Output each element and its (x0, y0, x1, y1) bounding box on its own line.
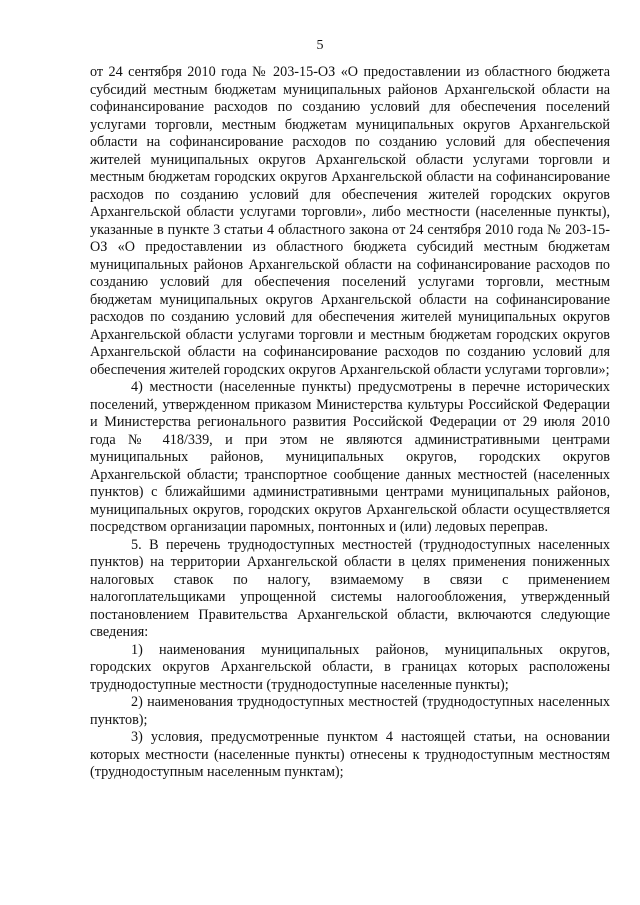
paragraph-continuation: от 24 сентября 2010 года № 203-15-ОЗ «О предоставлении из областного бюджета субсидий местным бюджетам муниципальных районов Архангельской области на софинансирование расходов по созданию условий для обеспечения поселений услугами торговли, местным бюджетам муниципальных округов Архангельской области на софинансирование расходов по созданию условий для обеспечения жителей муниципальных округов Архангельской области услугами торговли и местным бюджетам городских округов Архангельской области на софинансирование расходов по созданию условий для обеспечения жителей городских округов Архангельской области услугами торговли», либо местности (населенные пункты), указанные в пункте 3 статьи 4 областного закона от 24 сентября 2010 года № 203-15-ОЗ «О предоставлении из областного бюджета субсидий местным бюджетам муниципальных районов Архангельской области на софинансирование расходов по созданию условий для обеспечения поселений услугами торговли, местным бюджетам муниципальных округов Архангельской области на софинансирование расходов по созданию условий для обеспечения жителей муниципальных округов Архангельской области услугами торговли и местным бюджетам городских округов Архангельской области на софинансирование расходов по созданию условий для обеспечения жителей городских округов Архангельской области услугами торговли»; (90, 64, 610, 378)
page-number: 5 (316, 38, 324, 53)
paragraph-subitem-1: 1) наименования муниципальных районов, муниципальных округов, городских округов Архангельской области, в границах которых расположены труднодоступные местности (труднодоступные населенные пункты); (90, 641, 610, 693)
document-body (90, 64, 610, 782)
paragraph-subitem-2: 2) наименования труднодоступных местностей (труднодоступных населенных пунктов); (90, 694, 610, 728)
paragraph-clause-5: 5. В перечень труднодоступных местностей (труднодоступных населенных пунктов) на территории Архангельской области в целях применения пониженных налоговых ставок по налогу, взимаемому в связи с применением налогоплательщиками упрощенной системы налогообложения, утвержденный постановлением Правительства Архангельской области, включаются следующие сведения: (90, 536, 610, 640)
paragraph-item-4: 4) местности (населенные пункты) предусмотрены в перечне исторических поселений, утвержденном приказом Министерства культуры Российской Федерации и Министерства регионального развития Российской Федерации от 29 июля 2010 года № 418/339, и при этом не являются административными центрами муниципальных районов, муниципальных округов, городских округов Архангельской области; транспортное сообщение данных местностей (населенных пунктов) с ближайшими административными центрами муниципальных районов, муниципальных округов, городских округов Архангельской области осуществляется посредством организации паромных, понтонных и (или) ледовых переправ. (90, 379, 610, 535)
paragraph-subitem-3: 3) условия, предусмотренные пунктом 4 настоящей статьи, на основании которых местности (населенные пункты) отнесены к труднодоступным местностям (труднодоступным населенным пунктам); (90, 729, 610, 780)
